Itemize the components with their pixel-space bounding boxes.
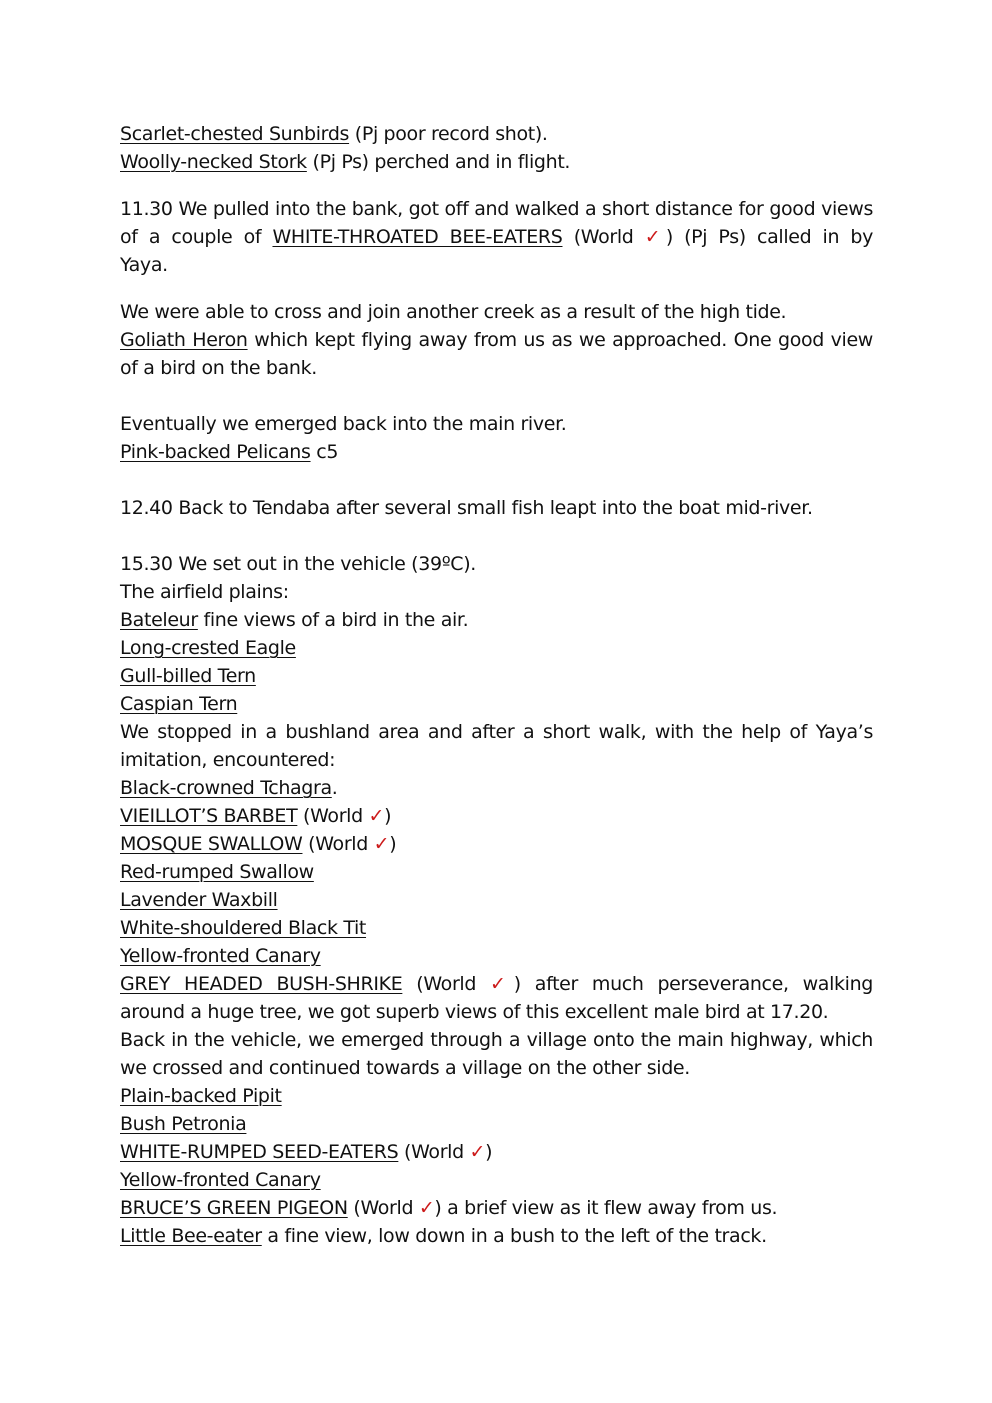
text-line: The airfield plains: [120, 581, 289, 603]
text-line [120, 326, 873, 354]
check-icon: ✓ [469, 1141, 486, 1163]
text-line [120, 774, 873, 802]
bird-name: Gull-billed Tern [120, 665, 256, 687]
note: (World [402, 973, 490, 995]
bird-name: Caspian Tern [120, 693, 238, 715]
check-icon: ✓ [368, 805, 385, 827]
text-line [120, 634, 873, 662]
note: ) (Pj Ps) called in by [665, 226, 873, 248]
bird-name: VIEILLOT’S BARBET [120, 805, 298, 827]
text-line: Eventually we emerged back into the main river. [120, 413, 567, 435]
note: ) [485, 1141, 493, 1163]
text-line: 11.30 We pulled into the bank, got off and walked a short distance for good views [120, 198, 873, 220]
text-line: We stopped in a bushland area and after a short walk, with the help of Yaya’s [120, 721, 873, 743]
note: (World [347, 1197, 419, 1219]
bird-name: Pink-backed Pelicans [120, 441, 311, 463]
bird-name: Long-crested Eagle [120, 637, 296, 659]
bird-name: Bateleur [120, 609, 198, 631]
note: (Pj Ps) perched and in flight. [306, 151, 571, 173]
bird-name: Yellow-fronted Canary [120, 945, 321, 967]
text-line: Yaya. [120, 254, 168, 276]
note: c5 [310, 441, 339, 463]
note: ) a brief view as it flew away from us. [434, 1197, 778, 1219]
bird-name: Little Bee-eater [120, 1225, 262, 1247]
text-line [120, 802, 873, 830]
bird-name: Yellow-fronted Canary [120, 1169, 321, 1191]
note: ) after much perseverance, walking [513, 973, 874, 995]
note: (World [302, 833, 374, 855]
bird-name: WHITE-THROATED BEE-EATERS [272, 226, 563, 248]
check-icon: ✓ [418, 1197, 435, 1219]
text-line [120, 606, 873, 634]
text-line: We were able to cross and join another creek as a result of the high tide. [120, 301, 787, 323]
text-line [120, 662, 873, 690]
text-line [120, 223, 873, 251]
text-line [120, 690, 873, 718]
note: (World [297, 805, 369, 827]
document-page [120, 120, 873, 1250]
note: ) [384, 805, 392, 827]
bird-name: White-shouldered Black Tit [120, 917, 367, 939]
text-line [120, 914, 873, 942]
bird-name: Black-crowned Tchagra [120, 777, 332, 799]
text-line: 12.40 Back to Tendaba after several small fish leapt into the boat mid-river. [120, 497, 813, 519]
text-line [120, 858, 873, 886]
note: of a couple of [120, 226, 273, 248]
note: (Pj poor record shot). [349, 123, 548, 145]
bird-name: MOSQUE SWALLOW [120, 833, 303, 855]
bird-name: Bush Petronia [120, 1113, 247, 1135]
bird-name: BRUCE’S GREEN PIGEON [120, 1197, 348, 1219]
bird-name: WHITE-RUMPED SEED-EATERS [120, 1141, 399, 1163]
text-line [120, 886, 873, 914]
text-line: around a huge tree, we got superb views of this excellent male bird at 17.20. [120, 1001, 829, 1023]
text-line [120, 1082, 873, 1110]
bird-name: GREY HEADED BUSH-SHRIKE [120, 973, 403, 995]
bird-name: Woolly-necked Stork [120, 151, 307, 173]
text-line [120, 970, 873, 998]
bird-name: Lavender Waxbill [120, 889, 278, 911]
text-line: Back in the vehicle, we emerged through a village onto the main highway, which [120, 1029, 873, 1051]
text-line: imitation, encountered: [120, 749, 336, 771]
note: (World [562, 226, 645, 248]
text-line [120, 1194, 873, 1222]
note: which kept flying away from us as we approached. One good view [247, 329, 873, 351]
text-line: we crossed and continued towards a village on the other side. [120, 1057, 690, 1079]
text-line [120, 1138, 873, 1166]
bird-name: Red-rumped Swallow [120, 861, 314, 883]
text-line [120, 1110, 873, 1138]
text-line [120, 438, 873, 466]
text-line: 15.30 We set out in the vehicle (39ºC). [120, 553, 476, 575]
check-icon: ✓ [373, 833, 390, 855]
text-line [120, 942, 873, 970]
bird-name: Goliath Heron [120, 329, 248, 351]
note: fine views of a bird in the air. [197, 609, 469, 631]
text-line [120, 148, 873, 176]
text-line [120, 120, 873, 148]
bird-name: Plain-backed Pipit [120, 1085, 282, 1107]
text-line [120, 1222, 873, 1250]
note: a fine view, low down in a bush to the left of the track. [261, 1225, 767, 1247]
note: . [331, 777, 338, 799]
text-line: of a bird on the bank. [120, 357, 317, 379]
check-icon: ✓ [489, 973, 514, 995]
note: ) [389, 833, 397, 855]
text-line [120, 830, 873, 858]
check-icon: ✓ [644, 226, 666, 248]
note: (World [398, 1141, 470, 1163]
bird-name: Scarlet-chested Sunbirds [120, 123, 350, 145]
text-line [120, 1166, 873, 1194]
